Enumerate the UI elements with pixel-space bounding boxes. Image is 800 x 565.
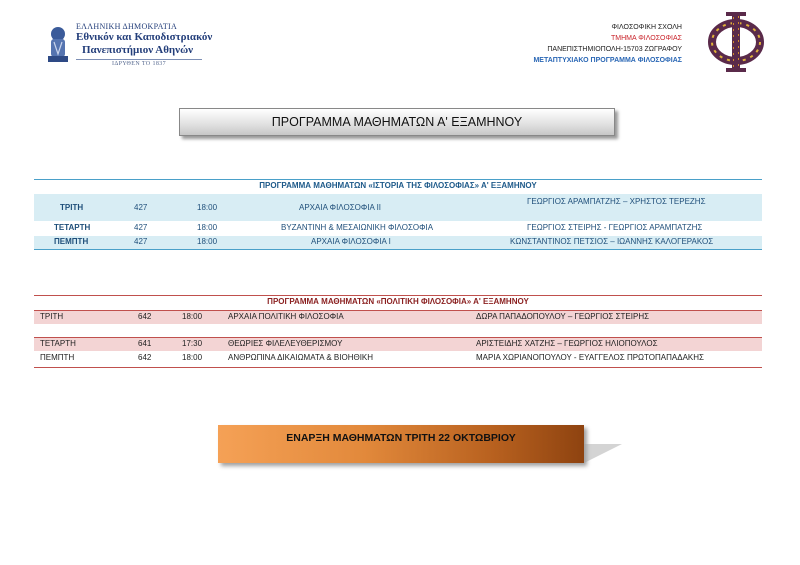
row-time: 18:00 — [197, 203, 218, 212]
university-line2: Εθνικόν και Καποδιστριακόν — [76, 31, 213, 43]
table-row — [34, 236, 762, 249]
row-room: 427 — [134, 223, 148, 232]
row-time: 18:00 — [197, 237, 218, 246]
university-line3: Πανεπιστήμιον Αθηνών — [82, 44, 194, 56]
department-block — [533, 22, 682, 66]
history-philosophy-table — [34, 179, 762, 249]
row-time: 18:00 — [197, 223, 218, 232]
department-line2: ΤΜΗΜΑ ΦΙΛΟΣΟΦΙΑΣ — [610, 35, 682, 42]
row-instructors: ΑΡΙΣΤΕΙΔΗΣ ΧΑΤΖΗΣ – ΓΕΩΡΓΙΟΣ ΗΛΙΟΠΟΥΛΟΣ — [476, 339, 658, 348]
row-course: ΒΥΖΑΝΤΙΝΗ & ΜΕΣΑΙΩΝΙΚΗ ΦΙΛΟΣΟΦΙΑ — [281, 223, 434, 232]
row-room: 641 — [138, 339, 152, 348]
table-bottom-rule — [34, 249, 762, 250]
row-time: 18:00 — [182, 353, 203, 362]
department-line4: ΜΕΤΑΠΤΥΧΙΑΚΟ ΠΡΟΓΡΑΜΜΑ ΦΙΛΟΣΟΦΙΑΣ — [533, 57, 682, 64]
row-course: ΑΡΧΑΙΑ ΦΙΛΟΣΟΦΙΑ Ι — [311, 237, 391, 246]
department-line3: ΠΑΝΕΠΙΣΤΗΜΙΟΠΟΛΗ-15703 ΖΩΓΡΑΦΟΥ — [547, 46, 682, 53]
university-divider — [76, 59, 202, 60]
banner-shadow-tail — [584, 444, 622, 463]
university-line1: ΕΛΛΗΝΙΚΗ ΔΗΜΟΚΡΑΤΙΑ — [76, 22, 178, 31]
row-day: ΤΕΤΑΡΤΗ — [40, 339, 76, 348]
table-row — [34, 352, 762, 365]
row-day: ΤΡΙΤΗ — [60, 203, 84, 212]
philosophy-phi-logo-icon — [706, 9, 766, 75]
row-day: ΤΕΤΑΡΤΗ — [54, 223, 91, 232]
university-name-block — [76, 22, 212, 67]
history-table-title: ΠΡΟΓΡΑΜΜΑ ΜΑΘΗΜΑΤΩΝ «ΙΣΤΟΡΙΑ ΤΗΣ ΦΙΛΟΣΟΦΙΑΣ» Α' ΕΞΑΜΗΝΟΥ — [259, 181, 537, 190]
row-instructors: ΚΩΝΣΤΑΝΤΙΝΟΣ ΠΕΤΣΙΟΣ – ΙΩΑΝΝΗΣ ΚΑΛΟΓΕΡΑΚΟΣ — [510, 237, 714, 246]
row-time: 17:30 — [182, 339, 203, 348]
row-instructors: ΔΩΡΑ ΠΑΠΑΔΟΠΟΥΛΟΥ – ΓΕΩΡΓΙΟΣ ΣΤΕΙΡΗΣ — [476, 312, 650, 321]
university-seal-icon — [44, 26, 72, 64]
row-day: ΤΡΙΤΗ — [40, 312, 64, 321]
political-table-title: ΠΡΟΓΡΑΜΜΑ ΜΑΘΗΜΑΤΩΝ «ΠΟΛΙΤΙΚΗ ΦΙΛΟΣΟΦΙΑ» Α' ΕΞΑΜΗΝΟΥ — [267, 297, 529, 306]
row-room: 427 — [134, 237, 148, 246]
table-row — [34, 194, 762, 221]
row-day: ΠΕΜΠΤΗ — [40, 353, 75, 362]
banner-text: ΕΝΑΡΞΗ ΜΑΘΗΜΑΤΩΝ ΤΡΙΤΗ 22 ΟΚΤΩΒΡΙΟΥ — [286, 432, 516, 444]
row-instructors: ΓΕΩΡΓΙΟΣ ΣΤΕΙΡΗΣ - ΓΕΩΡΓΙΟΣ ΑΡΑΜΠΑΤΖΗΣ — [527, 223, 703, 232]
row-course: ΑΡΧΑΙΑ ΦΙΛΟΣΟΦΙΑ ΙΙ — [299, 203, 382, 212]
row-course: ΑΝΘΡΩΠΙΝΑ ΔΙΚΑΙΩΜΑΤΑ & ΒΙΟΗΘΙΚΗ — [228, 353, 374, 362]
table-row — [34, 222, 762, 235]
political-philosophy-table — [34, 295, 762, 367]
semester-start-banner — [218, 425, 584, 463]
row-room: 427 — [134, 203, 148, 212]
university-founded: ΙΔΡΥΘΕΝ ΤΟ 1837 — [111, 61, 167, 67]
row-instructors: ΜΑΡΙΑ ΧΩΡΙΑΝΟΠΟΥΛΟΥ - ΕΥΑΓΓΕΛΟΣ ΠΡΩΤΟΠΑΠΑΔΑΚΗΣ — [476, 353, 704, 362]
table-row — [34, 310, 762, 324]
row-course: ΑΡΧΑΙΑ ΠΟΛΙΤΙΚΗ ΦΙΛΟΣΟΦΙΑ — [228, 312, 344, 321]
row-instructors: ΓΕΩΡΓΙΟΣ ΑΡΑΜΠΑΤΖΗΣ – ΧΡΗΣΤΟΣ ΤΕΡΕΖΗΣ — [527, 197, 706, 206]
row-room: 642 — [138, 353, 152, 362]
row-time: 18:00 — [182, 312, 203, 321]
department-line1: ΦΙΛΟΣΟΦΙΚΗ ΣΧΟΛΗ — [611, 24, 682, 31]
row-room: 642 — [138, 312, 152, 321]
table-row — [34, 337, 762, 351]
row-course: ΘΕΩΡΙΕΣ ΦΙΛΕΛΕΥΘΕΡΙΣΜΟΥ — [228, 339, 343, 348]
row-day: ΠΕΜΠΤΗ — [54, 237, 89, 246]
table-bottom-rule — [34, 367, 762, 368]
page-title: ΠΡΟΓΡΑΜΜΑ ΜΑΘΗΜΑΤΩΝ Α' ΕΞΑΜΗΝΟΥ — [179, 108, 615, 136]
